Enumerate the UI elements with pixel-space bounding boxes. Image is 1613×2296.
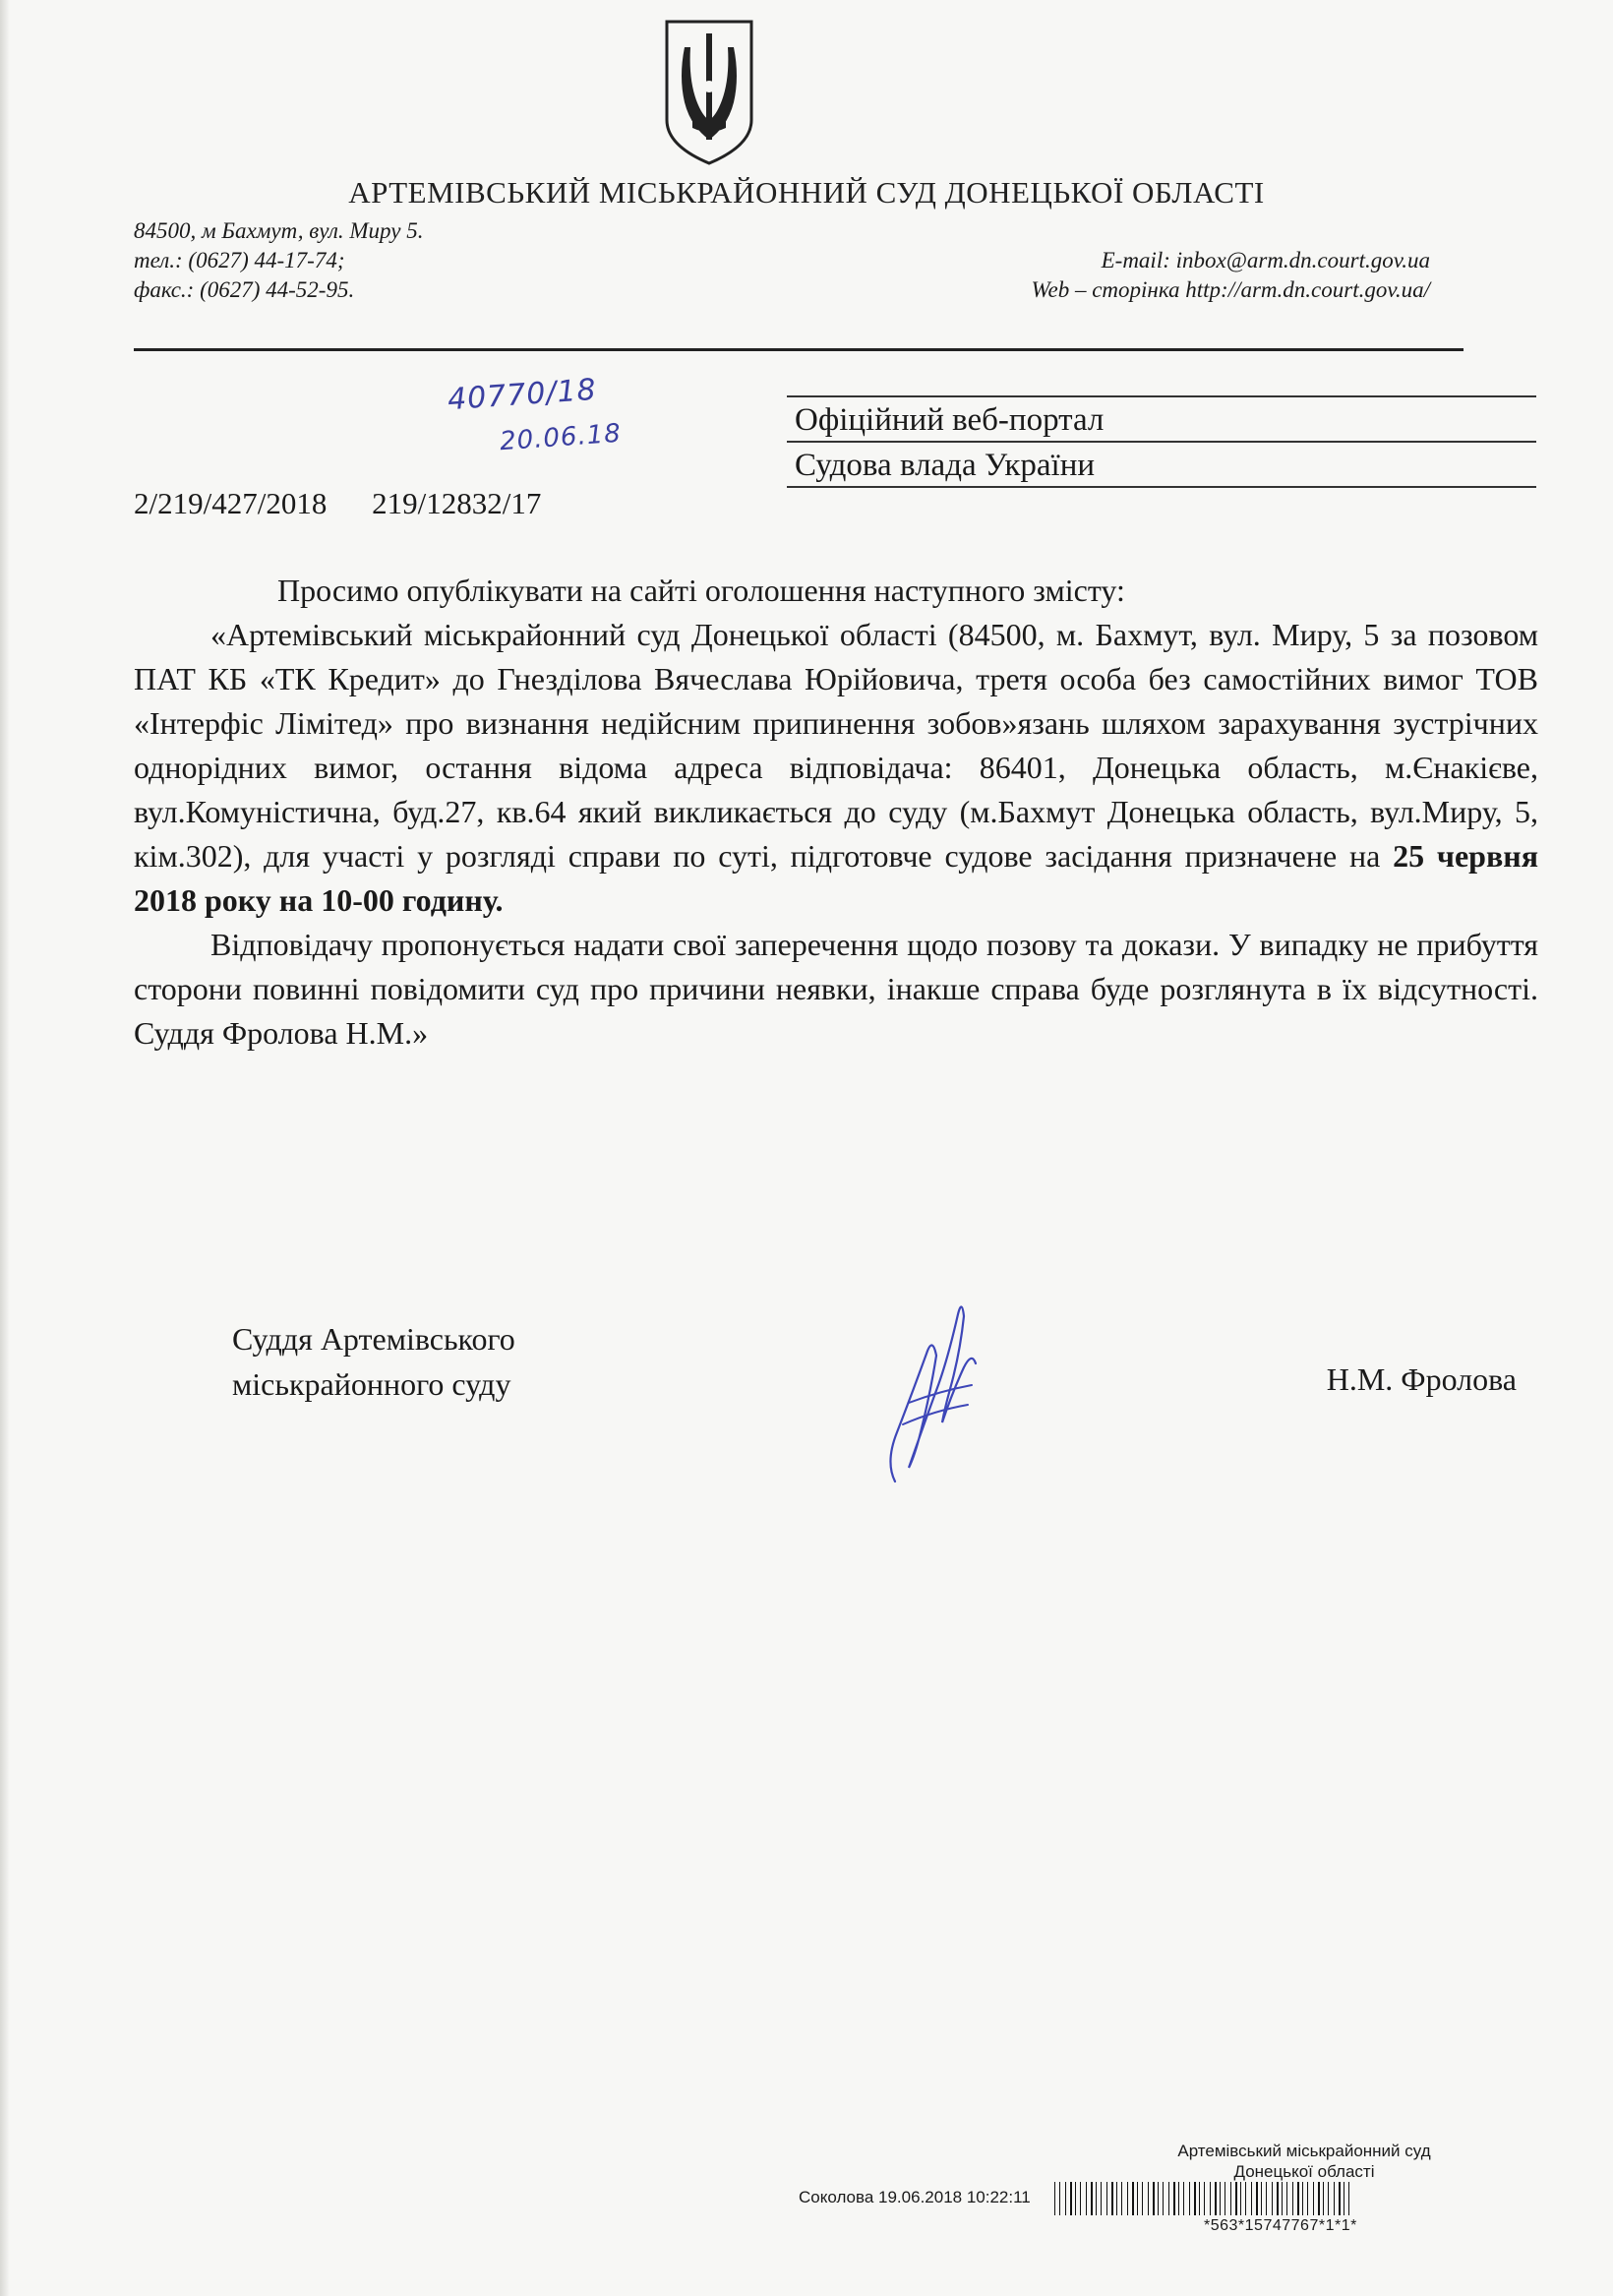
barcode-bar bbox=[1142, 2182, 1143, 2215]
barcode-bar bbox=[1215, 2182, 1217, 2215]
barcode-bar bbox=[1266, 2182, 1267, 2215]
barcode-bar bbox=[1111, 2182, 1113, 2215]
stamp-court-name bbox=[1157, 2141, 1452, 2182]
barcode-bar bbox=[1127, 2182, 1128, 2215]
stamp-court-line-2: Донецької області bbox=[1233, 2162, 1375, 2181]
stamp-user-datetime: Соколова 19.06.2018 10:22:11 bbox=[799, 2188, 1031, 2206]
barcode-bar bbox=[1121, 2182, 1122, 2215]
barcode-bar bbox=[1106, 2182, 1107, 2215]
recipient-block bbox=[787, 395, 1536, 488]
barcode-bar bbox=[1220, 2182, 1221, 2215]
barcode-bar bbox=[1173, 2182, 1175, 2215]
barcode-bar bbox=[1339, 2182, 1341, 2215]
handwritten-signature bbox=[856, 1295, 1013, 1501]
scan-edge-shadow bbox=[0, 0, 10, 2296]
barcode-bar bbox=[1148, 2182, 1149, 2215]
barcode-bar bbox=[1168, 2182, 1169, 2215]
barcode-bar bbox=[1158, 2182, 1159, 2215]
case-number: 2/219/427/2018 bbox=[134, 486, 328, 520]
barcode-bar bbox=[1183, 2182, 1184, 2215]
barcode-bar bbox=[1256, 2182, 1258, 2215]
barcode-bar bbox=[1318, 2182, 1320, 2215]
proceeding-number: 219/12832/17 bbox=[372, 486, 542, 520]
barcode-bar bbox=[1091, 2182, 1093, 2215]
stamp-court-line-1: Артемівський міськрайонний суд bbox=[1177, 2142, 1431, 2160]
court-contacts-block bbox=[1031, 246, 1430, 305]
barcode-bar bbox=[1080, 2182, 1081, 2215]
barcode-bar bbox=[1199, 2182, 1200, 2215]
coat-of-arms-icon bbox=[661, 18, 757, 167]
barcode-bar bbox=[1070, 2182, 1072, 2215]
barcode-bar bbox=[1302, 2182, 1303, 2215]
recipient-line-1: Офіційний веб-портал bbox=[795, 402, 1105, 438]
court-web: Web – сторінка http://arm.dn.court.gov.ua/ bbox=[1031, 277, 1430, 302]
barcode-bar bbox=[1297, 2182, 1299, 2215]
barcode-bar bbox=[1240, 2182, 1241, 2215]
barcode-bar bbox=[1075, 2182, 1076, 2215]
recipient-line-2: Судова влада України bbox=[795, 448, 1096, 483]
hearing-date: 25 червня 2018 року на 10-00 годину. bbox=[134, 838, 1539, 918]
body-closing: Відповідачу пропонується надати свої заперечення щодо позову та докази. У випадку не прибуття сторони повинні повідомити суд про причини неявки, інакше справа буде розглянута в їх відсутності. Суддя Фролова Н.М.» bbox=[134, 927, 1538, 1051]
court-fax: факс.: (0627) 44-52-95. bbox=[134, 277, 355, 302]
barcode-bar bbox=[1251, 2182, 1252, 2215]
handwritten-registration-number: 40770/18 bbox=[446, 372, 598, 418]
signatory-title bbox=[232, 1316, 515, 1407]
barcode-bar bbox=[1328, 2182, 1329, 2215]
barcode-bar bbox=[1101, 2182, 1102, 2215]
letter-body bbox=[134, 569, 1538, 1056]
barcode-bar bbox=[1292, 2182, 1293, 2215]
body-intro: Просимо опублікувати на сайті оголошення наступного змісту: bbox=[277, 573, 1125, 608]
barcode-bar bbox=[1116, 2182, 1117, 2215]
reference-numbers bbox=[134, 486, 578, 521]
barcode-bar bbox=[1235, 2182, 1237, 2215]
barcode-bar bbox=[1194, 2182, 1196, 2215]
court-address: 84500, м Бахмут, вул. Миру 5. bbox=[134, 218, 424, 243]
barcode-bar bbox=[1245, 2182, 1246, 2215]
barcode-bar bbox=[1137, 2182, 1138, 2215]
stamp-code: *563*15747767*1*1* bbox=[1204, 2217, 1357, 2234]
barcode-bar bbox=[1282, 2182, 1283, 2215]
handwritten-registration-date: 20.06.18 bbox=[499, 418, 623, 457]
barcode-bar bbox=[1286, 2182, 1287, 2215]
barcode-bar bbox=[1313, 2182, 1314, 2215]
barcode-bar bbox=[1132, 2182, 1134, 2215]
barcode-bar bbox=[1230, 2182, 1231, 2215]
court-name: АРТЕМІВСЬКИЙ МІСЬКРАЙОННИЙ СУД ДОНЕЦЬКОЇ ОБЛАСТІ bbox=[348, 175, 1265, 210]
barcode-bar bbox=[1096, 2182, 1097, 2215]
barcode-bar bbox=[1065, 2182, 1066, 2215]
signatory-name: Н.М. Фролова bbox=[1326, 1361, 1517, 1397]
barcode-bar bbox=[1189, 2182, 1190, 2215]
announcement-text: «Артемівський міськрайонний суд Донецької області (84500, м. Бахмут, вул. Миру, 5 за позовом ПАТ КБ «ТК Кредит» до Гнезділова Вячеслава Юрійовича, третя особа без самостійних вимог ТОВ «Інтерфіс Лімітед» про визнання недійсним припинення зобов»язань шляхом зарахування зустрічних однорідних вимог, остання відома адреса відповідача: 86401, Донецька область, м.Єнакієве, вул.Комуністична, буд.27, кв.64 який викликається до суду (м.Бахмут Донецька область, вул.Миру, 5, кім.302), для участі у розгляді справи по суті, підготовче судове засідання призначене на bbox=[134, 617, 1538, 874]
barcode-bar bbox=[1178, 2182, 1179, 2215]
barcode-bar bbox=[1323, 2182, 1324, 2215]
barcode-bar bbox=[1086, 2182, 1087, 2215]
barcode-bar bbox=[1210, 2182, 1211, 2215]
court-email: E-mail: inbox@arm.dn.court.gov.ua bbox=[1101, 248, 1430, 272]
barcode-icon bbox=[1054, 2182, 1349, 2215]
barcode-bar bbox=[1059, 2182, 1060, 2215]
signatory-title-line-1: Суддя Артемівського bbox=[232, 1321, 515, 1357]
signatory-title-line-2: міськрайонного суду bbox=[232, 1366, 511, 1402]
barcode-bar bbox=[1204, 2182, 1205, 2215]
barcode-bar bbox=[1163, 2182, 1164, 2215]
barcode-bar bbox=[1348, 2182, 1349, 2215]
barcode-bar bbox=[1307, 2182, 1308, 2215]
court-phone: тел.: (0627) 44-17-74; bbox=[134, 248, 345, 272]
barcode-bar bbox=[1334, 2182, 1335, 2215]
body-announcement bbox=[134, 613, 1538, 923]
barcode-bar bbox=[1261, 2182, 1262, 2215]
header-divider bbox=[134, 348, 1464, 351]
barcode-bar bbox=[1272, 2182, 1273, 2215]
barcode-bar bbox=[1153, 2182, 1155, 2215]
court-address-block bbox=[134, 216, 423, 305]
recipient-rule-bottom bbox=[787, 486, 1536, 488]
barcode-bar bbox=[1277, 2182, 1279, 2215]
barcode-bar bbox=[1054, 2182, 1055, 2215]
